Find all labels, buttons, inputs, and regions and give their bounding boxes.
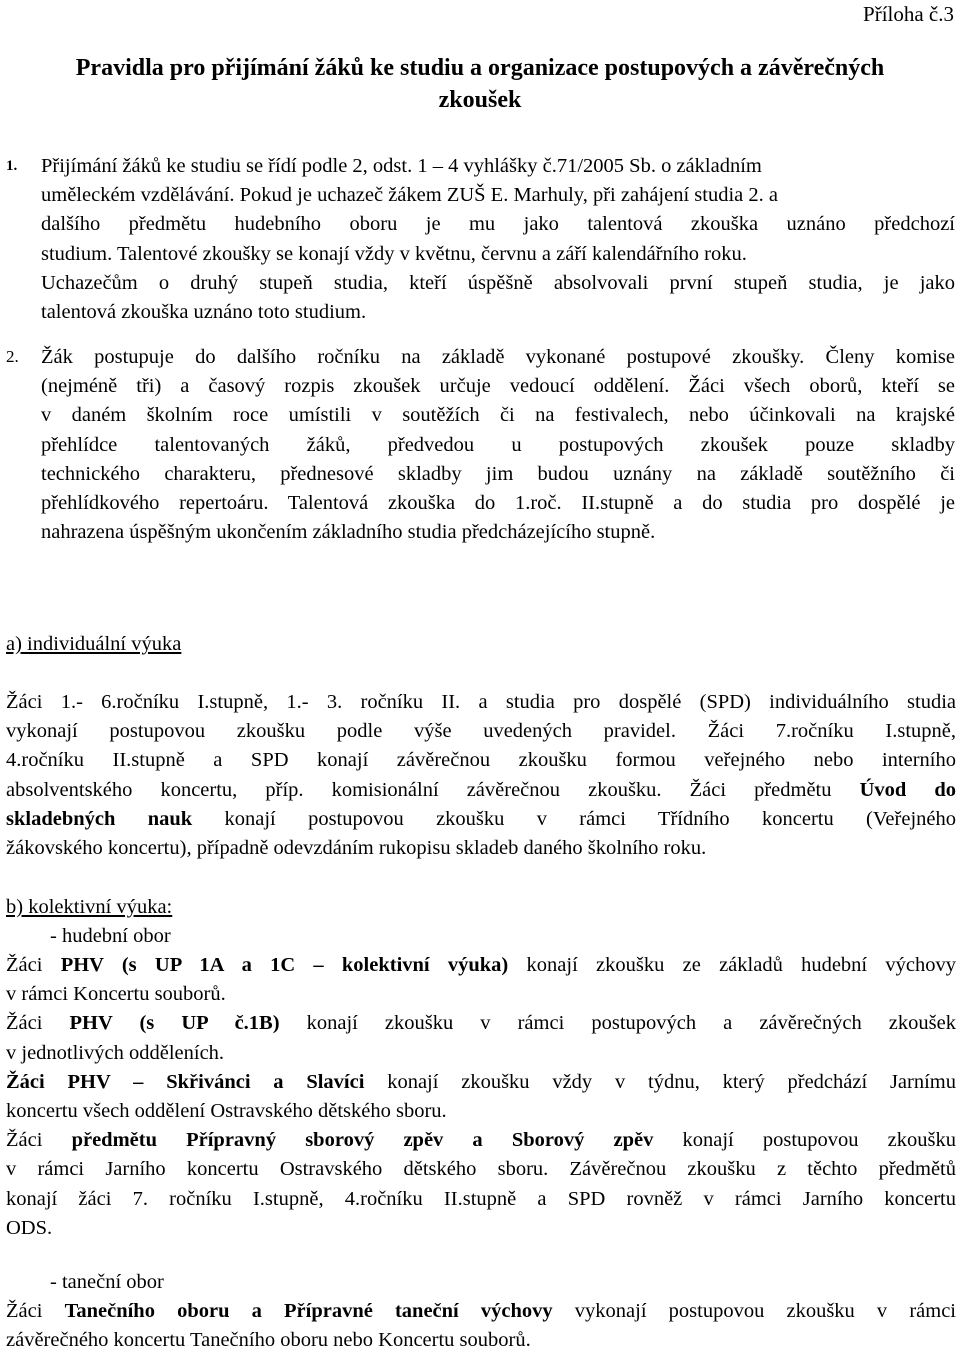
- item-2-text: [41, 343, 955, 547]
- text-run: konají postupovou zkoušku v rámci Třídního koncertu (Veřejného: [192, 807, 956, 830]
- text-line: [6, 1009, 956, 1038]
- text-line: (nejméně tři) a časový rozpis zkoušek určuje vedoucí oddělení. Žáci všech oborů, kteří se: [41, 375, 955, 398]
- text-line: [6, 776, 956, 805]
- text-line: v rámci Koncertu souborů.: [6, 983, 226, 1006]
- text-line: dalšího předmětu hudebního oboru je mu jako talentová zkouška uznáno předchozí: [41, 213, 955, 236]
- bold-run: PHV (s UP č.1B): [69, 1012, 280, 1035]
- text-line: Uchazečům o druhý stupeň studia, kteří úspěšně absolvovali první stupeň studia, je jako: [41, 271, 955, 294]
- text-line: v jednotlivých odděleních.: [6, 1041, 225, 1064]
- text-run: Žáci: [6, 1300, 65, 1322]
- bold-run: předmětu Přípravný sborový zpěv a Sborový zpěv: [71, 1129, 654, 1152]
- text-run: konají zkoušku ze základů hudební výchovy: [508, 954, 956, 976]
- text-run: konají postupovou zkoušku: [653, 1129, 956, 1152]
- music-field-label: - hudební obor: [50, 925, 171, 947]
- text-line: v rámci Jarního koncertu Ostravského dětského sboru. Závěrečnou zkoušku z těchto předmětů: [6, 1158, 956, 1181]
- item-2-number: 2.: [6, 347, 19, 366]
- text-run: konají zkoušku vždy v týdnu, který předchází Jarnímu: [364, 1070, 957, 1093]
- text-line: [6, 805, 956, 834]
- text-line: [6, 951, 956, 980]
- text-line: koncertu všech oddělení Ostravského dětského sboru.: [6, 1100, 447, 1123]
- bold-run: PHV (s UP 1A a 1C – kolektivní výuka): [60, 954, 509, 976]
- text-line: žákovského koncertu), případně odevzdáním rukopisu skladeb daného školního roku.: [6, 837, 707, 860]
- text-line: studium. Talentové zkoušky se konají vždy v květnu, červnu a září kalendářního roku.: [41, 242, 747, 265]
- item-1-text: [41, 152, 955, 327]
- text-line: technického charakteru, přednesové skladby jim budou uznány na základě soutěžního či: [41, 462, 955, 485]
- text-line: talentová zkouška uznáno toto studium.: [41, 301, 367, 324]
- section-b-dance-text: [6, 1297, 956, 1355]
- document-title: Pravidla pro přijímání žáků ke studiu a organizace postupových a závěrečných zkoušek: [75, 55, 885, 113]
- text-line: Žák postupuje do dalšího ročníku na základě vykonané postupové zkoušky. Členy komise: [41, 346, 955, 368]
- text-line: [6, 1297, 956, 1326]
- text-line: 4.ročníku II.stupně a SPD konají závěrečnou zkoušku formou veřejného nebo interního: [6, 749, 956, 772]
- text-run: Žáci: [6, 1129, 72, 1152]
- text-line: [6, 1068, 956, 1097]
- annex-label: Příloha č.3: [863, 2, 954, 26]
- text-run: Žáci: [6, 1012, 70, 1035]
- text-line: Žáci 1.- 6.ročníku I.stupně, 1.- 3. ročníku II. a studia pro dospělé (SPD) individuálního studia: [6, 691, 956, 713]
- bold-run: Žáci PHV – Skřivánci a Slavíci: [6, 1070, 365, 1093]
- text-line: Přijímání žáků ke studiu se řídí podle 2, odst. 1 – 4 vyhlášky č.71/2005 Sb. o základním: [41, 155, 762, 177]
- bold-run: skladebných nauk: [6, 807, 193, 830]
- text-line: uměleckém vzdělávání. Pokud je uchazeč žákem ZUŠ E. Marhuly, při zahájení studia 2. a: [41, 184, 778, 207]
- section-b-music-text: [6, 951, 956, 1243]
- text-line: nahrazena úspěšným ukončením základního studia předcházejícího stupně.: [41, 521, 656, 544]
- section-a-text: [6, 688, 956, 863]
- text-line: v daném školním roce umístili v soutěžích či na festivalech, nebo účinkovali na krajské: [41, 404, 955, 427]
- text-line: vykonají postupovou zkoušku podle výše uvedených pravidel. Žáci 7.ročníku I.stupně,: [6, 720, 956, 743]
- bold-run: Tanečního oboru a Přípravné taneční výchovy: [64, 1300, 553, 1322]
- text-line: ODS.: [6, 1216, 53, 1239]
- item-1-number: 1.: [6, 158, 18, 174]
- text-line: přehlídce talentovaných žáků, předvedou u postupových zkoušek pouze skladby: [41, 433, 955, 456]
- text-run: konají zkoušku v rámci postupových a závěrečných zkoušek: [279, 1012, 956, 1035]
- section-b-heading: b) kolektivní výuka:: [6, 896, 173, 918]
- text-line: závěrečného koncertu Tanečního oboru nebo Koncertu souborů.: [6, 1329, 531, 1352]
- text-line: přehlídkového repertoáru. Talentová zkouška do 1.roč. II.stupně a do studia pro dospělé je: [41, 492, 955, 515]
- section-a-heading: a) individuální výuka: [6, 633, 182, 655]
- text-run: vykonají postupovou zkoušku v rámci: [552, 1300, 956, 1322]
- text-line: [6, 1126, 956, 1155]
- bold-run: Úvod do: [859, 778, 957, 801]
- text-line: konají žáci 7. ročníku I.stupně, 4.ročníku II.stupně a SPD rovněž v rámci Jarního koncertu: [6, 1187, 956, 1210]
- text-run: absolventského koncertu, příp. komisionální závěrečnou zkoušku. Žáci předmětu: [6, 778, 860, 801]
- text-run: Žáci: [6, 954, 61, 976]
- dance-field-label: - taneční obor: [50, 1271, 164, 1293]
